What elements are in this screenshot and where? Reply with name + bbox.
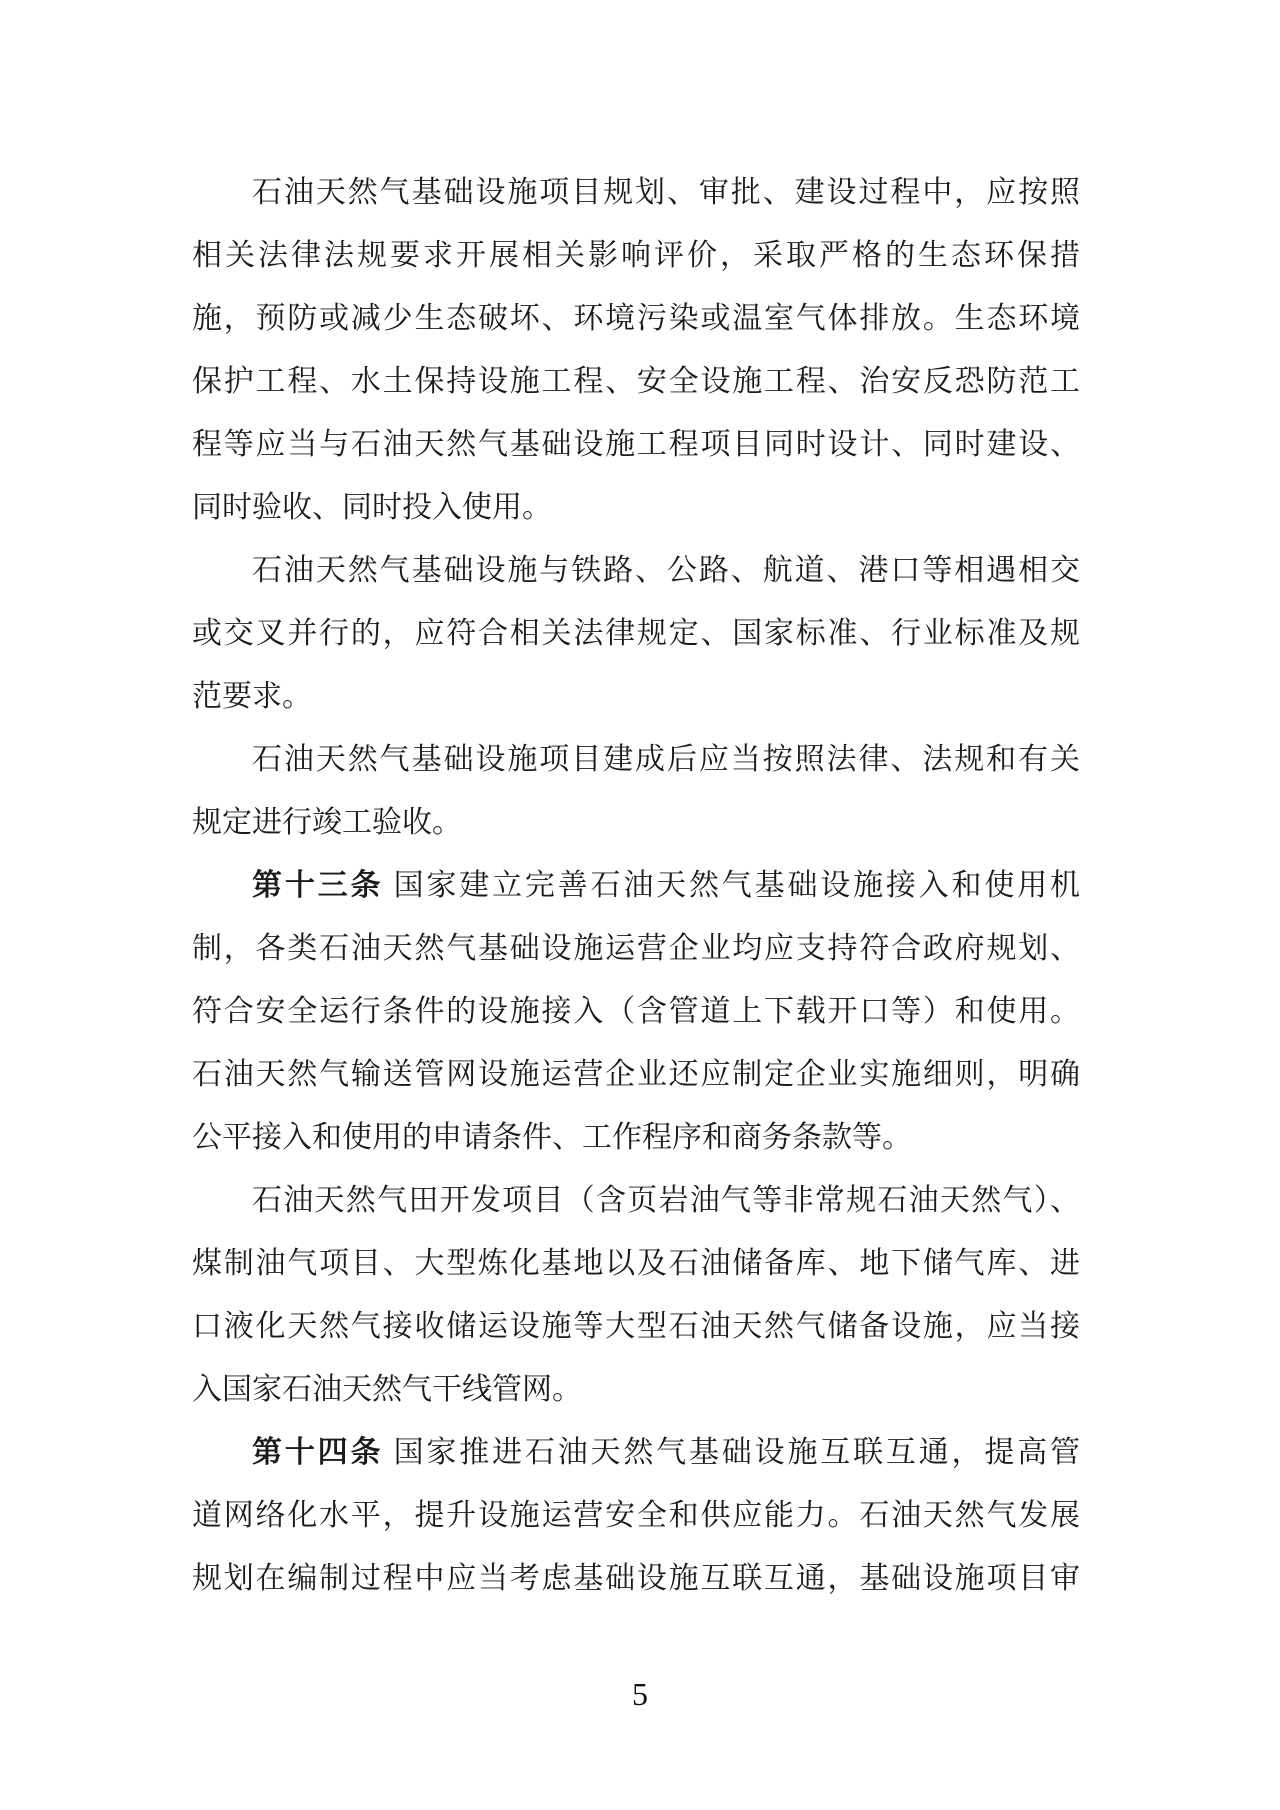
text-line: 程等应当与石油天然气基础设施工程项目同时设计、同时建设、 [192,428,1080,461]
paragraph-3 [192,728,1080,854]
text-line: 制，各类石油天然气基础设施运营企业均应支持符合政府规划、 [192,932,1080,965]
text-line: 石油天然气基础设施项目建成后应当按照法律、法规和有关 [252,743,1080,776]
document-body [192,161,1080,1610]
text-line: 石油天然气输送管网设施运营企业还应制定企业实施细则，明确 [192,1058,1080,1091]
paragraph-6 [192,1421,1080,1610]
text-line: 符合安全运行条件的设施接入（含管道上下载开口等）和使用。 [192,995,1080,1028]
paragraph-2 [192,539,1080,728]
paragraph-4 [192,854,1080,1169]
article-number: 第十四条 [252,1436,384,1469]
text-line: 规划在编制过程中应当考虑基础设施互联互通，基础设施项目审 [192,1562,1080,1595]
page-number: 5 [632,1676,648,1712]
text-line: 石油天然气田开发项目（含页岩油气等非常规石油天然气）、 [252,1184,1080,1217]
text-line: 范要求。 [192,680,312,713]
text-line: 或交叉并行的，应符合相关法律规定、国家标准、行业标准及规 [192,617,1080,650]
text-line: 石油天然气基础设施与铁路、公路、航道、港口等相遇相交 [252,554,1080,587]
page-footer [0,1672,1280,1716]
article-number: 第十三条 [252,869,384,902]
text-line: 相关法律法规要求开展相关影响评价，采取严格的生态环保措 [192,239,1080,272]
text-line: 入国家石油天然气干线管网。 [192,1373,582,1406]
text-line: 施，预防或减少生态破坏、环境污染或温室气体排放。生态环境 [192,302,1080,335]
text-line: 公平接入和使用的申请条件、工作程序和商务条款等。 [192,1121,912,1154]
text-line: 第十三条 国家建立完善石油天然气基础设施接入和使用机 [252,869,1080,902]
text-line: 道网络化水平，提升设施运营安全和供应能力。石油天然气发展 [192,1499,1080,1532]
text-line: 口液化天然气接收储运设施等大型石油天然气储备设施，应当接 [192,1310,1080,1343]
paragraph-5 [192,1169,1080,1421]
text-line: 煤制油气项目、大型炼化基地以及石油储备库、地下储气库、进 [192,1247,1080,1280]
paragraph-1 [192,161,1080,539]
text-line: 石油天然气基础设施项目规划、审批、建设过程中，应按照 [252,176,1080,209]
text-line: 同时验收、同时投入使用。 [192,491,552,524]
text-line: 第十四条 国家推进石油天然气基础设施互联互通，提高管 [252,1436,1080,1469]
text-line: 保护工程、水土保持设施工程、安全设施工程、治安反恐防范工 [192,365,1080,398]
text-line: 规定进行竣工验收。 [192,806,462,839]
